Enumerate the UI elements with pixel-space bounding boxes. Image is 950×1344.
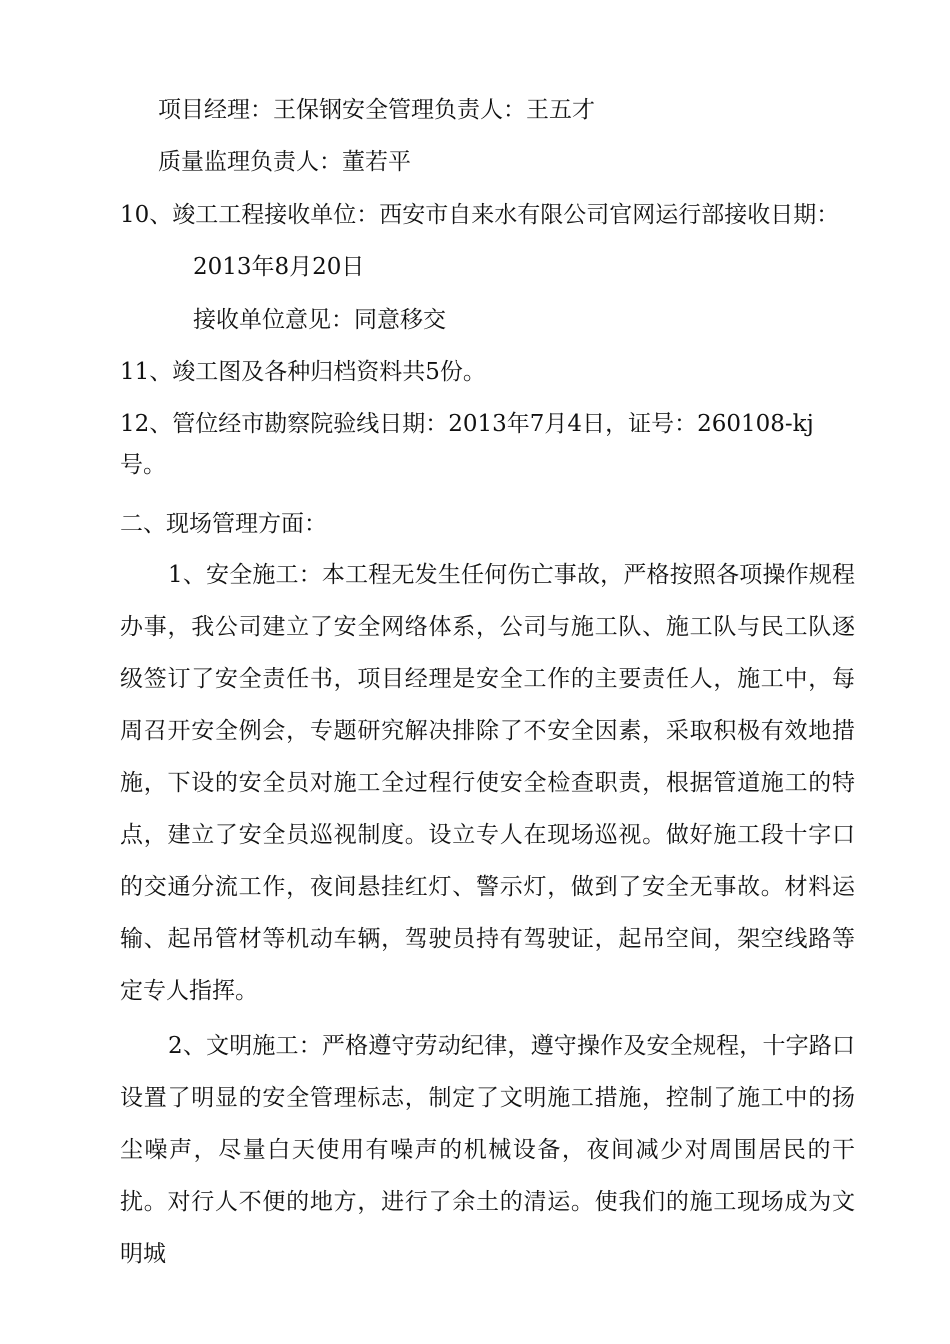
item-11-archive-count: 11、竣工图及各种归档资料共5份。 (120, 359, 486, 385)
safety-construction-paragraph: 1、安全施工：本工程无发生任何伤亡事故，严格按照各项操作规程办事，我公司建立了安全网络体系，公司与施工队、施工队与民工队逐级签订了安全责任书，项目经理是安全工作的主要责任人，施工中，每周召开安全例会，专题研究解决排除了不安全因素，采取积极有效地措施，下设的安全员对施工全过程行使安全检查职责，根据管道施工的特点，建立了安全员巡视制度。设立专人在现场巡视。做好施工段十字口的交通分流工作，夜间悬挂红灯、警示灯，做到了安全无事故。材料运输、起吊管材等机动车辆，驾驶员持有驾驶证，起吊空间，架空线路等定专人指挥。 (120, 562, 855, 1004)
item-12-line-check-continued: 号。 (120, 452, 166, 478)
item-10-receiving-unit: 10、竣工工程接收单位：西安市自来水有限公司官网运行部接收日期： (120, 202, 840, 228)
project-manager-line: 项目经理：王保钢安全管理负责人：王五才 (158, 97, 595, 123)
item-12-line-check: 12、管位经市勘察院验线日期：2013年7月4日，证号：260108-kj (120, 411, 814, 437)
section-two-heading: 二、现场管理方面： (120, 511, 327, 537)
item-10-receive-date: 2013年8月20日 (193, 254, 365, 280)
item-10-receiving-opinion: 接收单位意见：同意移交 (193, 307, 446, 333)
civilized-construction-paragraph: 2、文明施工：严格遵守劳动纪律，遵守操作及安全规程，十字路口设置了明显的安全管理标志，制定了文明施工措施，控制了施工中的扬尘噪声，尽量白天使用有噪声的机械设备，夜间减少对周围居民的干扰。对行人不便的地方，进行了余土的清运。使我们的施工现场成为文明城 (120, 1033, 855, 1267)
quality-supervisor-line: 质量监理负责人：董若平 (158, 149, 411, 175)
